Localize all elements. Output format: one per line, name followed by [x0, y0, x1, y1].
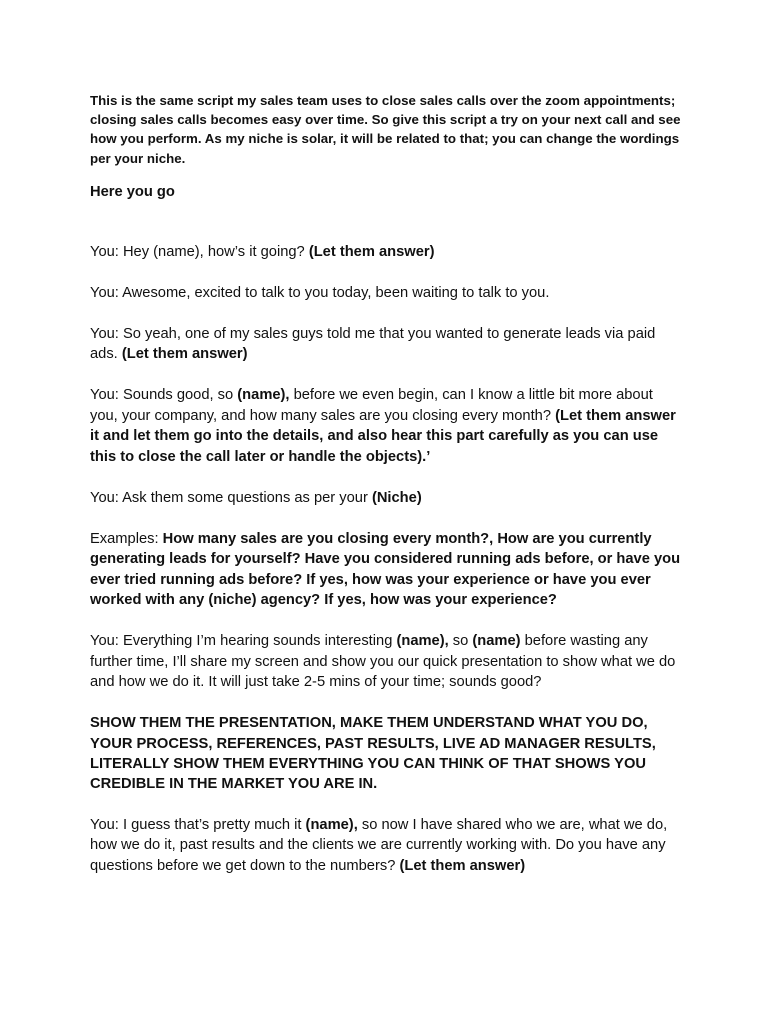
script-text: You: I guess that’s pretty much it — [90, 816, 306, 833]
script-line-awesome — [90, 283, 682, 304]
script-text: You: So yeah, one of my sales guys told me that you wanted to generate leads via paid ads. — [90, 325, 656, 363]
script-name-placeholder: (name) — [472, 633, 521, 650]
script-text: so now I have shared who we are, what we do, how we do it, past results and the clients we are currently working with. Do you have any questions before we get down to the numbers? — [90, 816, 668, 874]
script-text: Examples: — [90, 530, 163, 547]
script-instruction: (Let them answer) — [399, 857, 526, 874]
script-niche-placeholder: (Niche) — [371, 489, 422, 506]
script-text: You: Hey (name), how’s it going? — [90, 243, 309, 260]
script-text: before we even begin, can I know a little bit more about you, your company, and how many sales are you closing every month? — [90, 387, 653, 424]
intro-paragraph: This is the same script my sales team uses to close sales calls over the zoom appointments; closing sales calls becomes easy over time. So give this script a try on your next call and see how you perform. As my niche is solar, it will be related to that; you can change the wordings per your niche. — [90, 93, 681, 166]
script-line-examples — [90, 529, 682, 611]
script-text: before wasting any further time, I’ll share my screen and show you our quick presentation to show what we do and how we do it. It will just take 2-5 mins of your time; sounds good? — [90, 633, 676, 691]
script-name-placeholder: (name), — [237, 387, 290, 404]
script-line-sounds-good — [90, 385, 682, 467]
script-instruction: (Let them answer it and let them go into the details, and also hear this part carefully as you can use this to close the call later or handle the objects).’ — [90, 407, 676, 465]
script-line-paid-ads — [90, 324, 682, 365]
script-example-questions: How many sales are you closing every month?, How are you currently generating leads for yourself? Have you considered running ads before, or have you ever tried running ads before? If yes, how was your experience or have you ever worked with any (niche) agency? If yes, how was your experience? — [90, 530, 681, 609]
script-line-greeting — [90, 242, 682, 263]
script-line-presentation-offer — [90, 631, 682, 693]
script-text: You: Everything I’m hearing sounds interesting — [90, 633, 397, 650]
section-heading: Here you go — [90, 183, 175, 200]
script-line-questions — [90, 488, 682, 509]
script-name-placeholder: (name), — [396, 633, 449, 650]
script-text: You: Awesome, excited to talk to you today, been waiting to talk to you. — [90, 284, 550, 301]
script-name-placeholder: (name), — [305, 816, 358, 833]
script-text: so — [448, 633, 473, 650]
document-page — [90, 91, 682, 876]
script-text: You: Sounds good, so — [90, 387, 238, 404]
script-instruction: (Let them answer) — [121, 346, 248, 363]
script-instruction: (Let them answer) — [308, 243, 435, 260]
presentation-instruction: SHOW THEM THE PRESENTATION, MAKE THEM UNDERSTAND WHAT YOU DO, YOUR PROCESS, REFERENCES, PAST RESULTS, LIVE AD MANAGER RESULTS, LITERALLY SHOW THEM EVERYTHING YOU CAN THINK OF THAT SHOWS YOU CREDIBLE IN THE MARKET YOU ARE IN. — [90, 715, 656, 792]
script-text: You: Ask them some questions as per your — [90, 489, 372, 506]
script-line-wrap-up — [90, 815, 682, 877]
